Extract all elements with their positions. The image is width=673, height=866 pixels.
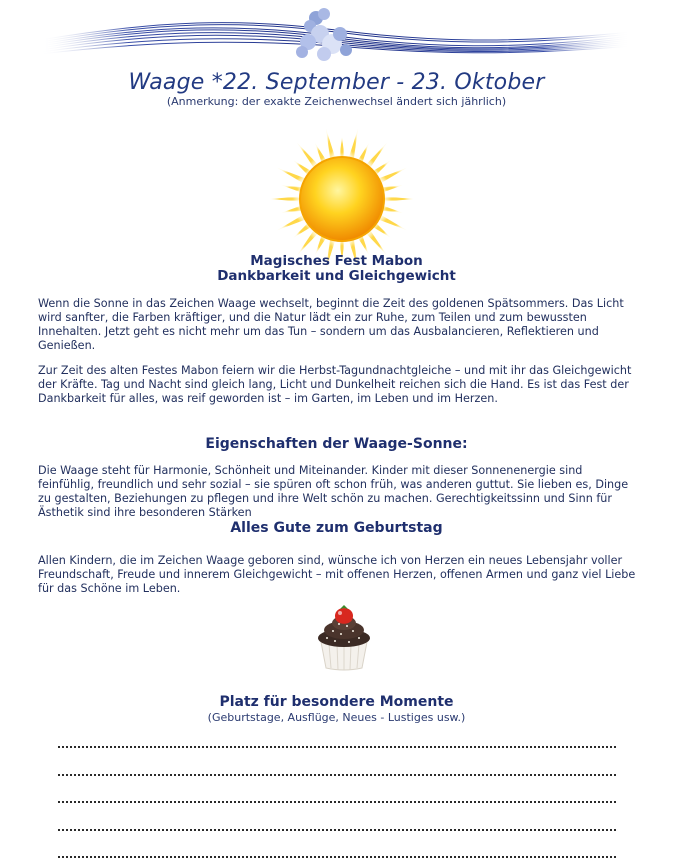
sun-ray [348,129,358,161]
wave-banner-icon [40,4,632,68]
writing-line [58,801,616,803]
sun-ray [382,196,414,202]
traits-paragraph: Die Waage steht für Harmonie, Schönheit und Miteinander. Kinder mit dieser Sonnenenergie sind feinfühlig, freundlich und sehr sozial – sie spüren oft schon früh, was anderen guttut. Sie lieben es, Dinge zu gestalten, Beziehungen zu pflegen und ihre Welt schön zu machen. Gerechtigkeitssinn und Sinn für Ästhetik sind ihre besonderen Stärken [38,464,629,519]
mabon-paragraph-1: Wenn die Sonne in das Zeichen Waage wechselt, beginnt die Zeit des goldenen Spätsommers. Das Licht wird sanfter, die Farben kräftiger, und die Natur lädt ein zur Ruhe, zum Teilen und zum bewussten Innehalten. Jetzt geht es nicht mehr um das Tun – sondern um das Ausbalancieren, Reflektieren und Genießen. [38,297,624,352]
writing-line [58,746,616,748]
mabon-heading: Magisches Fest Mabon [250,253,423,269]
cupcake-icon [313,604,375,672]
mabon-paragraph-2: Zur Zeit des alten Festes Mabon feiern wir die Herbst-Tagundnachtgleiche – und mit ihr das Gleichgewicht der Kräfte. Tag und Nacht sind gleich lang, Licht und Dunkelheit reichen sich die Hand. Es ist das Fest der Dankbarkeit für alles, was reif geworden ist – im Garten, im Leben und im Herzen. [38,364,632,405]
sun-ray [270,196,302,202]
sun-ray [326,129,336,161]
writing-line [58,856,616,858]
sun-icon [268,126,416,272]
sun-ray [339,137,345,159]
title-note: (Anmerkung: der exakte Zeichenwechsel ändert sich jährlich) [166,95,507,108]
birthday-paragraph: Allen Kindern, die im Zeichen Waage geboren sind, wünsche ich von Herzen ein neues Lebensjahr voller Freundschaft, Freude und innerem Gleichgewicht – mit offenen Herzen, offenen Armen und ganz viel Liebe für das Schöne im Leben. [38,554,636,595]
birthday-heading: Alles Gute zum Geburtstag [230,520,443,536]
writing-line [58,829,616,831]
moments-note: (Geburtstage, Ausflüge, Neues - Lustiges usw.) [207,711,466,724]
writing-line [58,774,616,776]
traits-heading: Eigenschaften der Waage-Sonne: [205,436,468,452]
mabon-subheading: Dankbarkeit und Gleichgewicht [217,268,456,284]
page-title: Waage *22. September - 23. Oktober [128,70,545,95]
moments-heading: Platz für besondere Momente [219,694,454,710]
